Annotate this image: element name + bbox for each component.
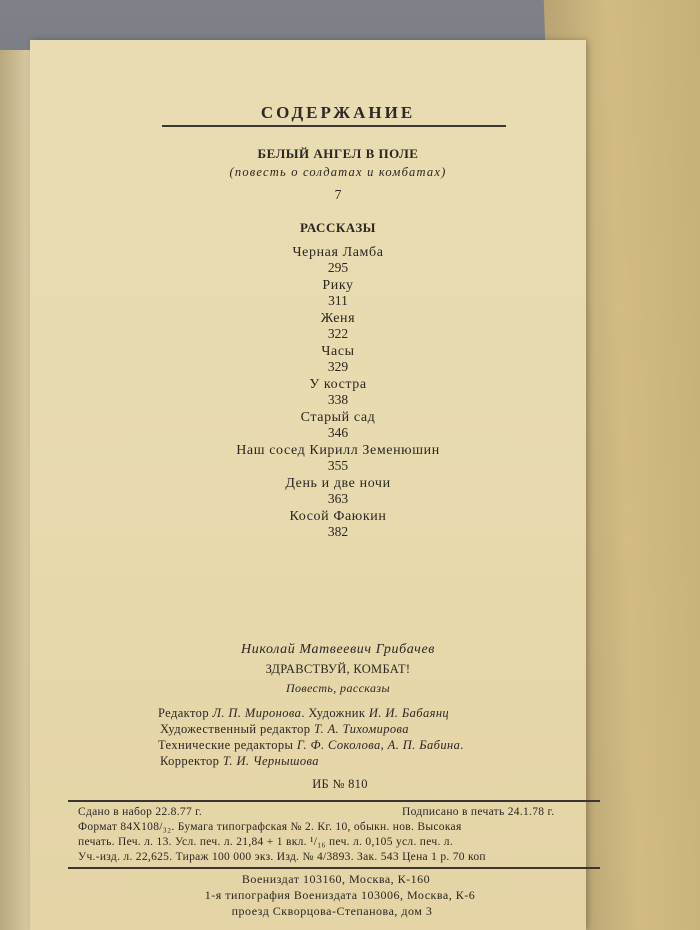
toc-entry-page: 311	[328, 293, 348, 308]
credit-label: Корректор	[160, 754, 223, 768]
toc-entry-title: Косой Фаюкин	[289, 509, 387, 524]
credit-label: Технические редакторы	[158, 738, 297, 752]
credit-line-3	[158, 738, 464, 753]
sheets-line: печать. Печ. л. 13. Усл. печ. л. 21,84 + 1 вкл. ¹/₁₆ печ. л. 0,105 усл. печ. л.	[78, 836, 454, 848]
toc-entry-page: 363	[327, 491, 349, 506]
toc-entry-page: 355	[327, 458, 349, 473]
publisher-line-1: Воениздат 103160, Москва, К-160	[241, 872, 431, 886]
toc-entry-title: Черная Ламба	[292, 245, 384, 260]
credit-label: Редактор	[158, 706, 213, 720]
credit-name: Т. И. Чернышова	[222, 754, 319, 768]
heading-rule	[162, 125, 506, 127]
toc-entry-page: 382	[327, 524, 349, 539]
author-name: Николай Матвеевич Грибачев	[241, 642, 435, 657]
toc-entry-title: Старый сад	[300, 410, 376, 425]
print-box-bottom-rule	[68, 867, 600, 869]
toc-entry-page: 346	[327, 425, 349, 440]
credit-name: Т. А. Тихомирова	[313, 722, 409, 736]
credit-label: . Художник	[301, 706, 369, 720]
stories-heading: РАССКАЗЫ	[300, 220, 376, 235]
credit-name: Г. Ф. Соколова, А. П. Бабина	[296, 738, 461, 752]
credit-line-2	[160, 722, 409, 737]
toc-entry-page: 295	[327, 260, 349, 275]
novel-page-number: 7	[334, 187, 342, 202]
print-signed-date: Подписано в печать 24.1.78 г.	[402, 806, 555, 818]
credit-name: И. И. Бабаянц	[368, 706, 450, 720]
toc-entry-title: Женя	[320, 311, 356, 326]
print-box-top-rule	[68, 800, 600, 802]
novel-title: БЕЛЫЙ АНГЕЛ В ПОЛЕ	[257, 146, 419, 161]
toc-entry-title: Наш сосед Кирилл Земенюшин	[236, 443, 440, 458]
publisher-line-3: проезд Скворцова-Степанова, дом 3	[231, 904, 433, 918]
book-title: ЗДРАВСТВУЙ, КОМБАТ!	[265, 662, 411, 676]
credit-label: Художественный редактор	[160, 722, 314, 736]
credit-line-4	[160, 754, 319, 769]
toc-entry-page: 329	[327, 359, 349, 374]
toc-entry-page: 338	[327, 392, 349, 407]
contents-heading: СОДЕРЖАНИЕ	[260, 103, 416, 122]
credit-name: Л. П. Миронова	[212, 706, 302, 720]
toc-entry-title: Часы	[321, 344, 355, 359]
typeset-date: Сдано в набор 22.8.77 г.	[78, 806, 203, 818]
toc-entry-title: День и две ночи	[285, 476, 391, 491]
toc-entry-page: 322	[327, 326, 349, 341]
toc-entry-title: У костра	[309, 377, 367, 392]
credit-line-1	[158, 706, 449, 721]
format-line: Формат 84Х108/₃₂. Бумага типографская № 2. Кг. 10, обыкн. нов. Высокая	[78, 821, 462, 833]
credit-label: .	[460, 738, 464, 752]
ib-number: ИБ № 810	[312, 777, 368, 791]
edition-line: Уч.-изд. л. 22,625. Тираж 100 000 экз. Изд. № 4/3893. Зак. 543 Цена 1 р. 70 коп	[78, 851, 486, 863]
book-genre: Повесть, рассказы	[285, 681, 391, 695]
publisher-line-2: 1-я типография Воениздата 103006, Москва, К-6	[204, 888, 476, 902]
novel-subtitle: (повесть о солдатах и комбатах)	[229, 165, 447, 179]
toc-entry-title: Рику	[322, 278, 354, 293]
